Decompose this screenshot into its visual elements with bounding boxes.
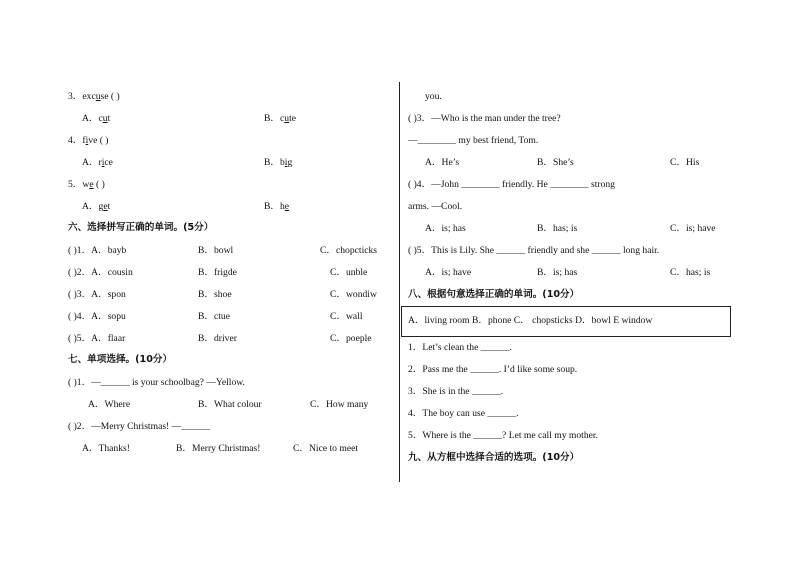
s6-row-2-a: ( )2．A．cousin: [68, 267, 133, 278]
r-q4-option-c: C．is; have: [670, 223, 716, 234]
question-4: 4．five ( ): [68, 135, 109, 146]
s6-row-4-b: B．ctue: [198, 311, 230, 322]
s6-row-2-c: C．unble: [330, 267, 368, 278]
s7-q2-option-b: B．Merry Christmas!: [176, 443, 261, 454]
s7-q2-option-a: A．Thanks!: [82, 443, 130, 454]
option-4b: B．big: [264, 157, 293, 168]
section-6-title: 六、选择拼写正确的单词。(5分）: [68, 222, 214, 233]
r-question-5: ( )5．This is Lily. She ______ friendly and she ______ long hair.: [408, 245, 660, 256]
r-question-3: ( )3．—Who is the man under the tree?: [408, 113, 561, 124]
s7-question-1: ( )1．—______ is your schoolbag? —Yellow.: [68, 377, 245, 388]
r-q5-option-a: A．is; have: [425, 267, 472, 278]
s6-row-3-a: ( )3．A．spon: [68, 289, 126, 300]
column-divider: [399, 82, 400, 482]
option-5b: B．he: [264, 201, 290, 212]
option-5a: A．get: [82, 201, 111, 212]
r-question-4: ( )4．—John ________ friendly. He ________ strong: [408, 179, 615, 190]
word-bank-text: A．living room B．phone C． chopsticks D．bowl E window: [408, 315, 653, 326]
s8-item-4: 4．The boy can use ______.: [408, 408, 519, 419]
s6-row-4-c: C．wall: [330, 311, 363, 322]
continued-text: you.: [425, 91, 442, 102]
s7-q1-option-b: B．What colour: [198, 399, 262, 410]
option-4a: A．rice: [82, 157, 113, 168]
s6-row-4-a: ( )4．A．sopu: [68, 311, 126, 322]
s6-row-1-c: C．chopcticks: [320, 245, 378, 256]
option-3b: B．cute: [264, 113, 296, 124]
s8-item-2: 2．Pass me the ______. I’d like some soup.: [408, 364, 578, 375]
r-q4-option-b: B．has; is: [537, 223, 578, 234]
r-q5-option-b: B．is; has: [537, 267, 578, 278]
s6-row-2-b: B．frigde: [198, 267, 237, 278]
r-q3-option-a: A．He’s: [425, 157, 460, 168]
section-9-title: 九、从方框中选择合适的选项。(10分）: [408, 452, 580, 463]
r-question-3-line-2: —________ my best friend, Tom.: [408, 135, 539, 146]
s6-row-3-c: C．wondiw: [330, 289, 377, 300]
r-q5-option-c: C．has; is: [670, 267, 711, 278]
r-q3-option-c: C．His: [670, 157, 700, 168]
s8-item-3: 3．She is in the ______.: [408, 386, 504, 397]
s6-row-1-b: B．bowl: [198, 245, 234, 256]
section-7-title: 七、单项选择。(10分）: [68, 354, 173, 365]
s8-item-1: 1．Let’s clean the ______.: [408, 342, 512, 353]
s6-row-1-a: ( )1．A．bayb: [68, 245, 127, 256]
option-3a: A．cut: [82, 113, 111, 124]
r-q3-option-b: B．She’s: [537, 157, 574, 168]
section-8-title: 八、根据句意选择正确的单词。(10分）: [408, 289, 580, 300]
s6-row-5-a: ( )5．A．flaar: [68, 333, 126, 344]
s8-item-5: 5．Where is the ______? Let me call my mother.: [408, 430, 598, 441]
question-3: 3．excuse ( ): [68, 91, 120, 102]
r-q4-option-a: A．is; has: [425, 223, 466, 234]
r-question-4-line-2: arms. —Cool.: [408, 201, 463, 212]
s6-row-5-b: B．driver: [198, 333, 237, 344]
s7-q1-option-a: A．Where: [88, 399, 131, 410]
s7-q2-option-c: C．Nice to meet: [293, 443, 359, 454]
question-5: 5．we ( ): [68, 179, 105, 190]
s7-question-2: ( )2．—Merry Christmas! —______: [68, 421, 211, 432]
s7-q1-option-c: C．How many: [310, 399, 369, 410]
s6-row-3-b: B．shoe: [198, 289, 232, 300]
s6-row-5-c: C．poeple: [330, 333, 372, 344]
